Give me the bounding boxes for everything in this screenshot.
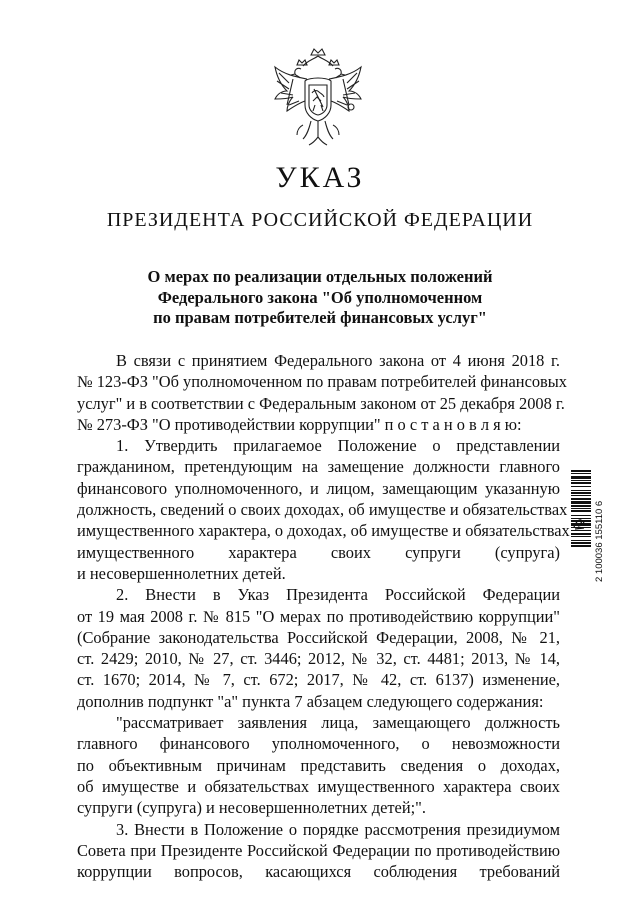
body-line: главного финансового уполномоченного, о невозможности xyxy=(77,734,560,754)
decree-heading xyxy=(0,267,640,329)
body-line: (Собрание законодательства Российской Федерации, 2008, № 21, xyxy=(77,627,560,647)
body-line: гражданином, претендующим на замещение должности главного xyxy=(77,457,560,477)
body-line: 1. Утвердить прилагаемое Положение о представлении xyxy=(116,436,560,456)
body-line: имущественного характера, о доходах, об имуществе и обязательствах xyxy=(77,521,570,541)
body-line: должность, сведений о своих доходах, об имуществе и обязательствах xyxy=(77,500,568,520)
body-line: об имуществе и обязательствах имущественного характера своих xyxy=(77,776,560,796)
scribble-mark-icon xyxy=(572,516,586,530)
heading-line: О мерах по реализации отдельных положений xyxy=(147,267,493,286)
body-line: В связи с принятием Федерального закона от 4 июня 2018 г. xyxy=(116,351,560,370)
heading-line: Федерального закона "Об уполномоченном xyxy=(157,287,483,307)
heading-line: по правам потребителей финансовых услуг" xyxy=(153,308,487,327)
body-line: коррупции вопросов, касающихся соблюдения требований xyxy=(77,862,560,882)
body-line: 3. Внести в Положение о порядке рассмотрения президиумом xyxy=(116,819,560,839)
body-line: от 19 мая 2008 г. № 815 "О мерах по противодействию коррупции" xyxy=(77,606,560,626)
body-line: Совета при Президенте Российской Федерации по противодействию xyxy=(77,840,560,860)
document-subtitle: ПРЕЗИДЕНТА РОССИЙСКОЙ ФЕДЕРАЦИИ xyxy=(106,209,534,231)
body-line: дополнив подпункт "а" пункта 7 абзацем следующего содержания: xyxy=(77,691,544,711)
body-line: по объективным причинам представить сведения о доходах, xyxy=(77,755,560,775)
body-line: "рассматривает заявления лица, замещающего должность xyxy=(116,713,560,733)
body-line: супруги (супруга) и несовершеннолетних детей;". xyxy=(77,798,426,818)
body-line: 2. Внести в Указ Президента Российской Федерации xyxy=(116,585,560,605)
body-line: и несовершеннолетних детей. xyxy=(77,563,286,583)
body-line: услуг" и в соответствии с Федеральным законом от 25 декабря 2008 г. xyxy=(77,393,565,413)
body-line: финансового уполномоченного, и лицом, замещающим указанную xyxy=(77,478,560,498)
decree-body xyxy=(77,350,570,882)
coat-of-arms-emblem xyxy=(267,45,369,150)
body-line: № 273-ФЗ "О противодействии коррупции" п о с т а н о в л я ю: xyxy=(77,414,522,434)
document-title: УКАЗ xyxy=(275,161,365,194)
body-line: имущественного характера своих супруги (супруга) xyxy=(77,542,560,562)
body-line: ст. 1670; 2014, № 7, ст. 672; 2017, № 42, ст. 6137) изменение, xyxy=(77,670,560,690)
body-line: № 123-ФЗ "Об уполномоченном по правам потребителей финансовых xyxy=(77,372,567,392)
barcode-number: 2 100036 155110 6 xyxy=(594,500,605,582)
body-line: ст. 2429; 2010, № 27, ст. 3446; 2012, № 32, ст. 4481; 2013, № 14, xyxy=(77,649,560,669)
